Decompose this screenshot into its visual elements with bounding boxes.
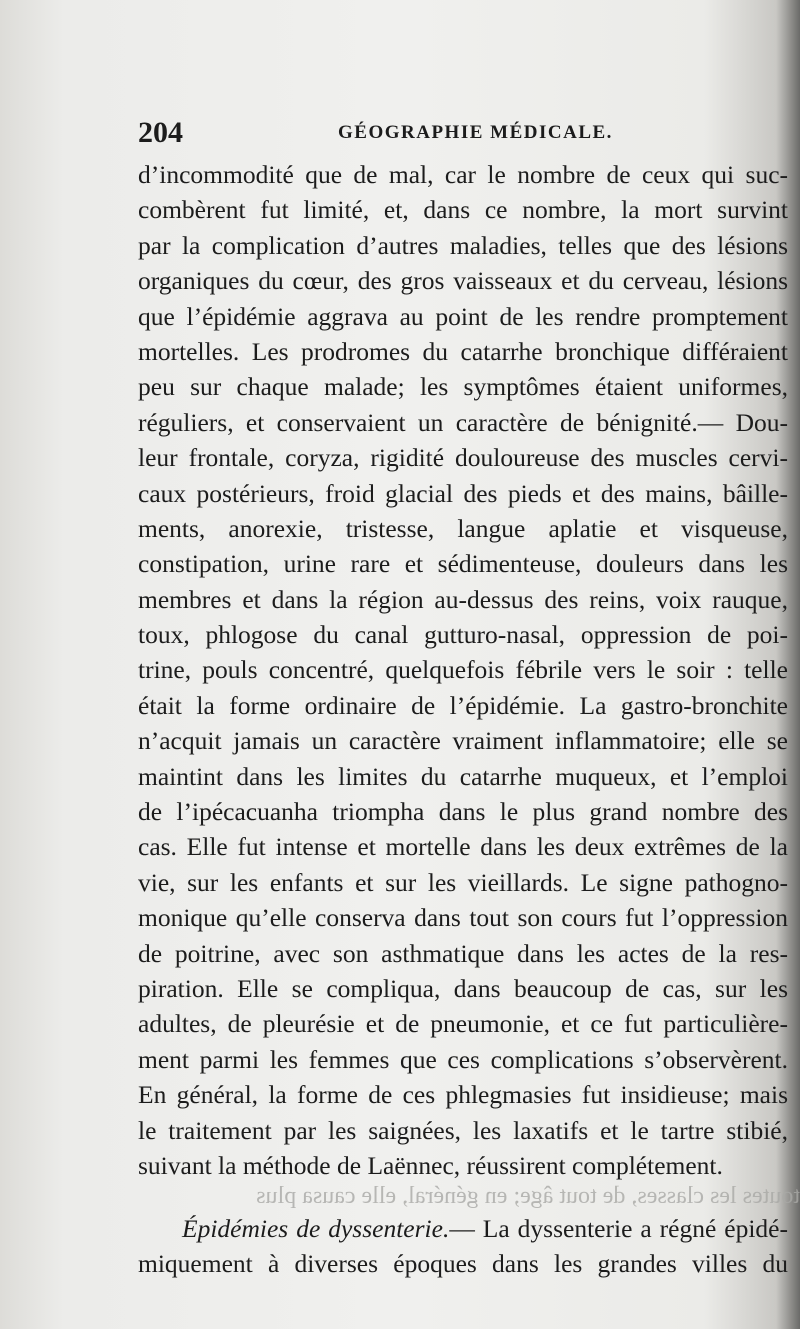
text-line: maintint dans les limites du catarrhe muqueux, et l’emploi xyxy=(138,761,788,791)
running-title: GÉOGRAPHIE MÉDICALE. xyxy=(338,122,613,143)
text-line: constipation, urine rare et sédimenteuse, douleurs dans les xyxy=(138,549,788,579)
text-line: vie, sur les enfants et sur les vieillards. Le signe pathogno- xyxy=(138,867,788,897)
text-line: organiques du cœur, des gros vaisseaux et du cerveau, lésions xyxy=(138,266,788,296)
text-line: ments, anorexie, tristesse, langue aplatie et visqueuse, xyxy=(138,513,788,543)
text-line: ment parmi les femmes que ces complications s’observèrent. xyxy=(138,1044,788,1074)
text-line: En général, la forme de ces phlegmasies fut insidieuse; mais xyxy=(138,1080,788,1110)
text-line: par la complication d’autres maladies, telles que des lésions xyxy=(138,230,788,260)
body-paragraph xyxy=(138,157,788,1183)
section-first-line xyxy=(138,1211,788,1246)
text-line: combèrent fut limité, et, dans ce nombre, la mort survint xyxy=(138,195,788,225)
text-line: leur frontale, coryza, rigidité douloureuse des muscles cervi- xyxy=(138,443,788,473)
text-line: monique qu’elle conserva dans tout son cours fut l’oppression xyxy=(138,903,788,933)
text-line: caux postérieurs, froid glacial des pieds et des mains, bâille- xyxy=(138,478,788,508)
text-line: peu sur chaque malade; les symptômes étaient uniformes, xyxy=(138,372,788,402)
show-through-text: toutes les classes, de tout âge; en général, elle causa plus xyxy=(256,1183,800,1209)
text-line: n’acquit jamais un caractère vraiment inflammatoire; elle se xyxy=(138,726,788,756)
text-line: d’incommodité que de mal, car le nombre de ceux qui suc- xyxy=(138,160,788,189)
text-line: était la forme ordinaire de l’épidémie. La gastro-bronchite xyxy=(138,690,788,720)
text-line: trine, pouls concentré, quelquefois fébrile vers le soir : telle xyxy=(138,655,788,685)
text-line: le traitement par les saignées, les laxatifs et le tartre stibié, xyxy=(138,1115,788,1145)
text-line: cas. Elle fut intense et mortelle dans les deux extrêmes de la xyxy=(138,832,788,862)
text-line: mortelles. Les prodromes du catarrhe bronchique différaient xyxy=(138,336,788,366)
text-line: adultes, de pleurésie et de pneumonie, et ce fut particulière- xyxy=(138,1009,788,1039)
dysentery-section xyxy=(138,1211,788,1282)
text-line: suivant la méthode de Laënnec, réussirent complétement. xyxy=(138,1150,723,1180)
page-number: 204 xyxy=(138,116,183,149)
text-line: toux, phlogose du canal gutturo-nasal, oppression de poi- xyxy=(138,620,788,650)
section-title: Épidémies de dyssenterie. xyxy=(182,1214,450,1243)
section-intro-text: — La dyssenterie a régné épidé- xyxy=(449,1214,788,1243)
text-line: que l’épidémie aggrava au point de les rendre promptement xyxy=(138,301,788,331)
text-line: de poitrine, avec son asthmatique dans les actes de la res- xyxy=(138,938,788,968)
page-header xyxy=(138,116,778,156)
text-line: de l’ipécacuanha triompha dans le plus grand nombre des xyxy=(138,797,788,827)
text-line: miquement à diverses époques dans les grandes villes du xyxy=(138,1249,788,1279)
text-line: réguliers, et conservaient un caractère de bénignité.— Dou- xyxy=(138,407,788,437)
text-line: membres et dans la région au-dessus des reins, voix rauque, xyxy=(138,584,788,614)
text-line: piration. Elle se compliqua, dans beaucoup de cas, sur les xyxy=(138,973,788,1003)
